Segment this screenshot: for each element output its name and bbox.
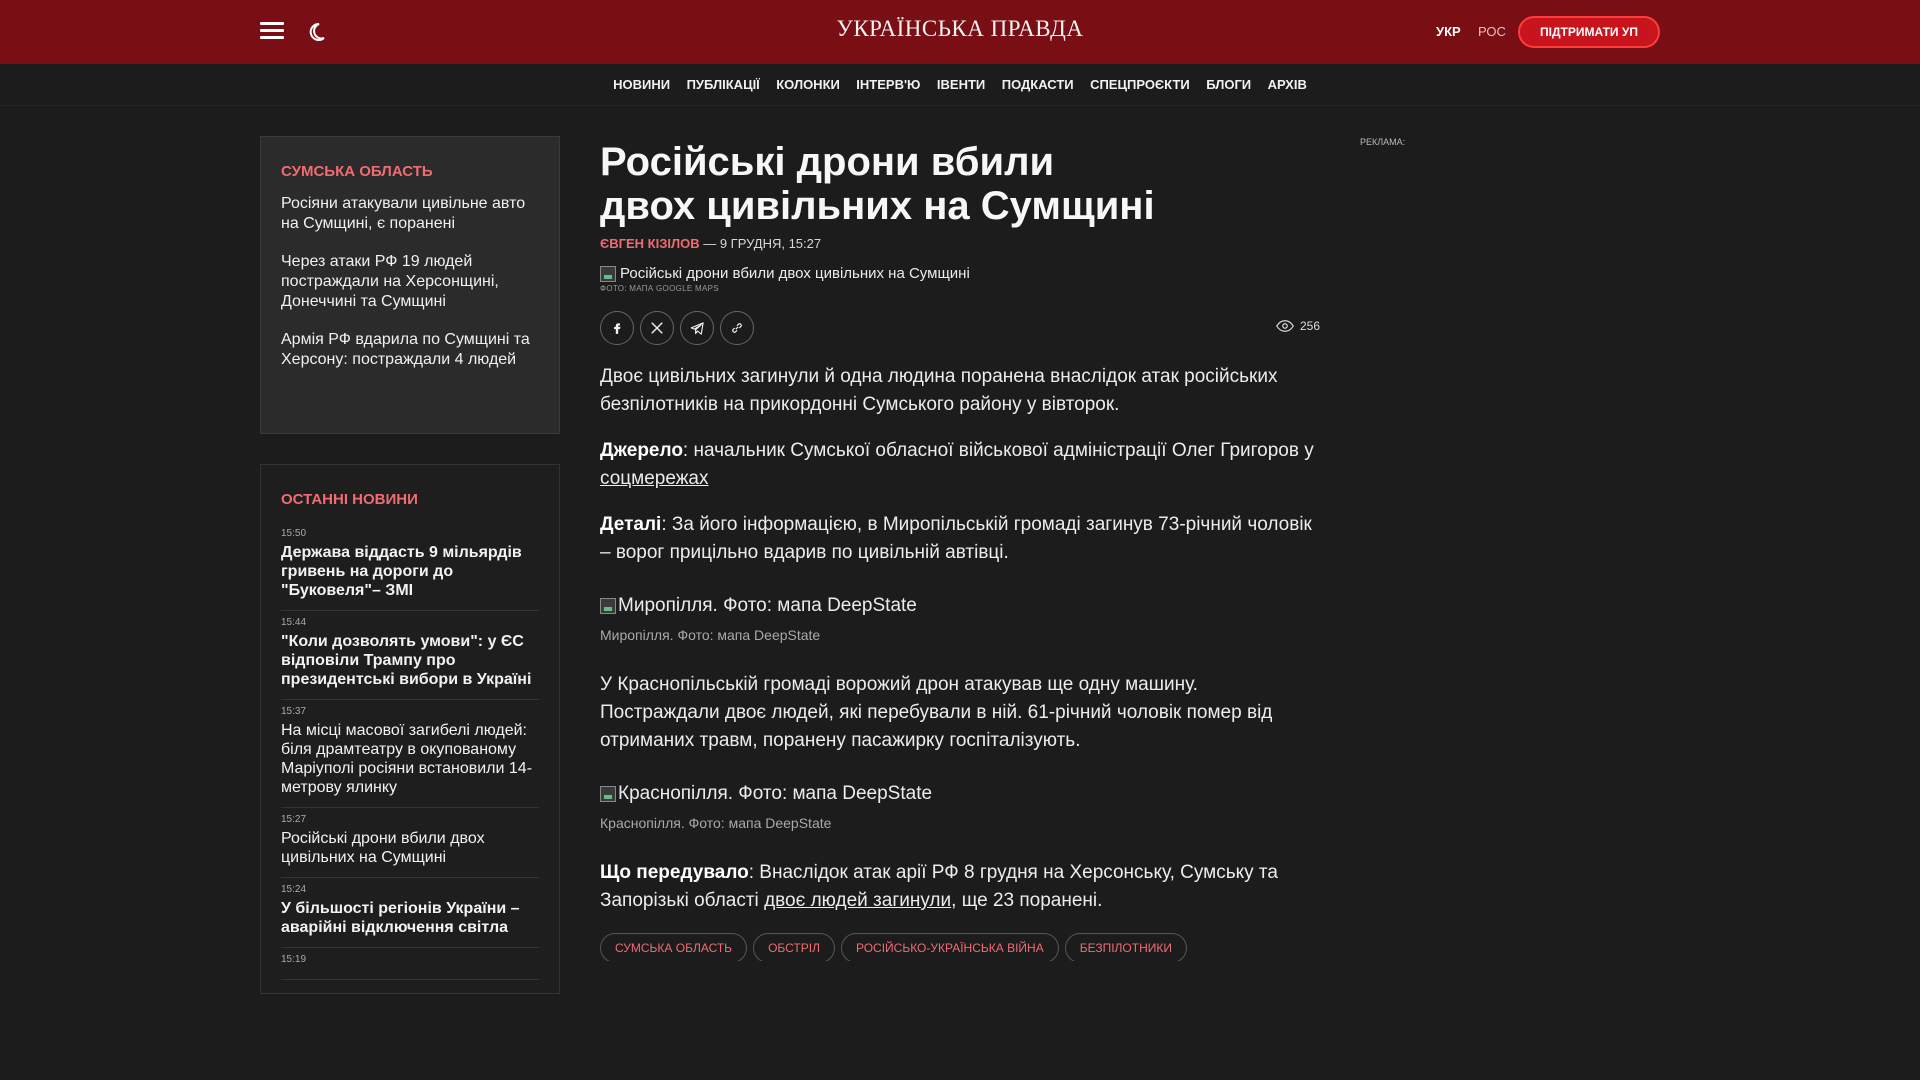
nav-item-archive[interactable]: АРХІВ: [1267, 77, 1307, 92]
facebook-share-icon[interactable]: [600, 311, 634, 345]
news-item[interactable]: [281, 522, 539, 611]
news-time: 15:44: [281, 617, 307, 628]
background-label: Що передувало: [600, 862, 749, 883]
paragraph-krasnopillia: У Краснопільській громаді ворожий дрон атакував ще одну машину. Постраждали двоє людей, які перебували в ній. 61-річний чоловік помер від отриманих травм, поранену пасажирку госпіталізують.: [600, 674, 1273, 751]
broken-image-icon: [600, 786, 616, 802]
figure-caption: Краснопілля. Фото: мапа DeepState: [600, 815, 832, 831]
broken-image-icon: [600, 598, 616, 614]
broken-image-icon: [600, 266, 616, 282]
news-time: 15:19: [281, 954, 307, 965]
news-title: У більшості регіонів України – аварійні відключення світла: [281, 900, 520, 936]
x-share-icon[interactable]: [640, 311, 674, 345]
article-headline: Російські дрони вбили двох цивільних на Сумщині: [600, 140, 1155, 228]
lang-ukr-link[interactable]: УКР: [1436, 24, 1461, 39]
paragraph-background: [600, 859, 1320, 915]
news-time: 15:37: [281, 706, 307, 717]
site-logo[interactable]: УКРАЇНСЬКА ПРАВДА: [836, 16, 1084, 41]
byline: [600, 236, 1320, 251]
figure-alt: Краснопілля. Фото: мапа DeepState: [618, 783, 933, 804]
tag[interactable]: РОСІЙСЬКО-УКРАЇНСЬКА ВІЙНА: [841, 933, 1059, 961]
author-link[interactable]: ЄВГЕН КІЗІЛОВ: [600, 236, 700, 251]
news-time: 15:27: [281, 814, 307, 825]
news-time: 15:24: [281, 884, 307, 895]
news-item[interactable]: [281, 948, 539, 980]
source-link[interactable]: соцмережах: [600, 468, 709, 489]
views-counter: [1276, 319, 1320, 333]
background-link[interactable]: двоє людей загинули: [764, 890, 952, 911]
views-count: 256: [1299, 319, 1320, 333]
latest-news-box: [260, 464, 560, 994]
publish-date: — 9 ГРУДНЯ, 15:27: [699, 236, 822, 251]
paragraph-details: [600, 511, 1320, 567]
eye-icon: [1276, 320, 1294, 332]
news-time: 15:50: [281, 528, 307, 539]
ad-label: РЕКЛАМА:: [1360, 137, 1406, 147]
figure-image: [600, 595, 1320, 617]
dark-mode-icon[interactable]: [304, 20, 328, 44]
hero-credit: ФОТО: МАПА GOOGLE MAPS: [600, 284, 719, 293]
news-title: Російські дрони вбили двох цивільних на Сумщині: [281, 830, 485, 866]
background-text: : Внаслідок атак арії РФ 8 грудня на Херсонську, Сумську та Запорізькі області: [600, 862, 1278, 911]
paragraph-lead: Двоє цивільних загинули й одна людина поранена внаслідок атак російських безпілотників на прикордонні Сумського району у вівторок.: [600, 366, 1278, 415]
nav-item-interview[interactable]: ІНТЕРВ'Ю: [856, 77, 921, 92]
news-item[interactable]: [281, 700, 539, 808]
nav-item-publications[interactable]: ПУБЛІКАЦІЇ: [686, 77, 760, 92]
news-item[interactable]: [281, 878, 539, 948]
latest-heading[interactable]: ОСТАННІ НОВИНИ: [281, 491, 418, 508]
hero-image: [600, 265, 1320, 282]
figure-alt: Миропілля. Фото: мапа DeepState: [618, 595, 917, 616]
related-item[interactable]: Росіяни атакували цивільне авто на Сумщині, є поранені: [281, 195, 526, 232]
nav-item-events[interactable]: ІВЕНТИ: [936, 77, 986, 92]
background-text-end: , ще 23 поранені.: [951, 890, 1103, 911]
details-label: Деталі: [600, 514, 662, 535]
source-text: : начальник Сумської обласної військової адміністрації Олег Григоров у: [682, 440, 1314, 461]
support-button[interactable]: ПІДТРИМАТИ УП: [1518, 16, 1660, 48]
share-row: [600, 311, 1320, 345]
menu-icon[interactable]: [260, 22, 284, 40]
top-bar: [0, 0, 1920, 64]
nav-item-podcasts[interactable]: ПОДКАСТИ: [1001, 77, 1074, 92]
source-label: Джерело: [600, 440, 683, 461]
news-item[interactable]: [281, 808, 539, 878]
related-heading[interactable]: СУМСЬКА ОБЛАСТЬ: [281, 163, 433, 180]
news-title: На місці масової загибелі людей: біля драмтеатру в окупованому Маріуполі росіяни встановили 14-метрову ялинку: [281, 722, 533, 796]
related-item[interactable]: Через атаки РФ 19 людей постраждали на Херсонщині, Донеччині та Сумщині: [281, 253, 499, 310]
tag[interactable]: БЕЗПІЛОТНИКИ: [1065, 933, 1187, 961]
figure-image: [600, 783, 1320, 805]
lang-ros-link[interactable]: РОС: [1478, 24, 1506, 39]
tag-list: [600, 933, 1320, 961]
paragraph-source: [600, 437, 1320, 493]
nav-item-news[interactable]: НОВИНИ: [613, 77, 671, 92]
news-title: "Коли дозволять умови": у ЄС відповіли Трампу про президентські вибори в Україні: [281, 633, 532, 688]
nav-item-columns[interactable]: КОЛОНКИ: [776, 77, 840, 92]
news-item[interactable]: [281, 611, 539, 700]
tag[interactable]: ОБСТРІЛ: [753, 933, 835, 961]
related-news-box: [260, 136, 560, 434]
figure-myropillia: [600, 595, 1320, 643]
hero-image-alt: Російські дрони вбили двох цивільних на Сумщині: [620, 265, 970, 282]
related-item[interactable]: Армія РФ вдарила по Сумщині та Херсону: постраждали 4 людей: [281, 331, 530, 368]
telegram-share-icon[interactable]: [680, 311, 714, 345]
nav-item-blogs[interactable]: БЛОГИ: [1206, 77, 1252, 92]
article: [600, 140, 1320, 961]
news-title: Держава віддасть 9 мільярдів гривень на дороги до "Буковеля"– ЗМІ: [281, 544, 522, 599]
copy-link-icon[interactable]: [720, 311, 754, 345]
figure-caption: Миропілля. Фото: мапа DeepState: [600, 627, 821, 643]
tag[interactable]: СУМСЬКА ОБЛАСТЬ: [600, 933, 747, 961]
figure-krasnopillia: [600, 783, 1320, 831]
section-nav: [0, 64, 1920, 106]
details-text: : За його інформацією, в Миропільській громаді загинув 73-річний чоловік – ворог прицільно вдарив по цивільній автівці.: [600, 514, 1312, 563]
nav-item-special-projects[interactable]: СПЕЦПРОЄКТИ: [1090, 77, 1190, 92]
